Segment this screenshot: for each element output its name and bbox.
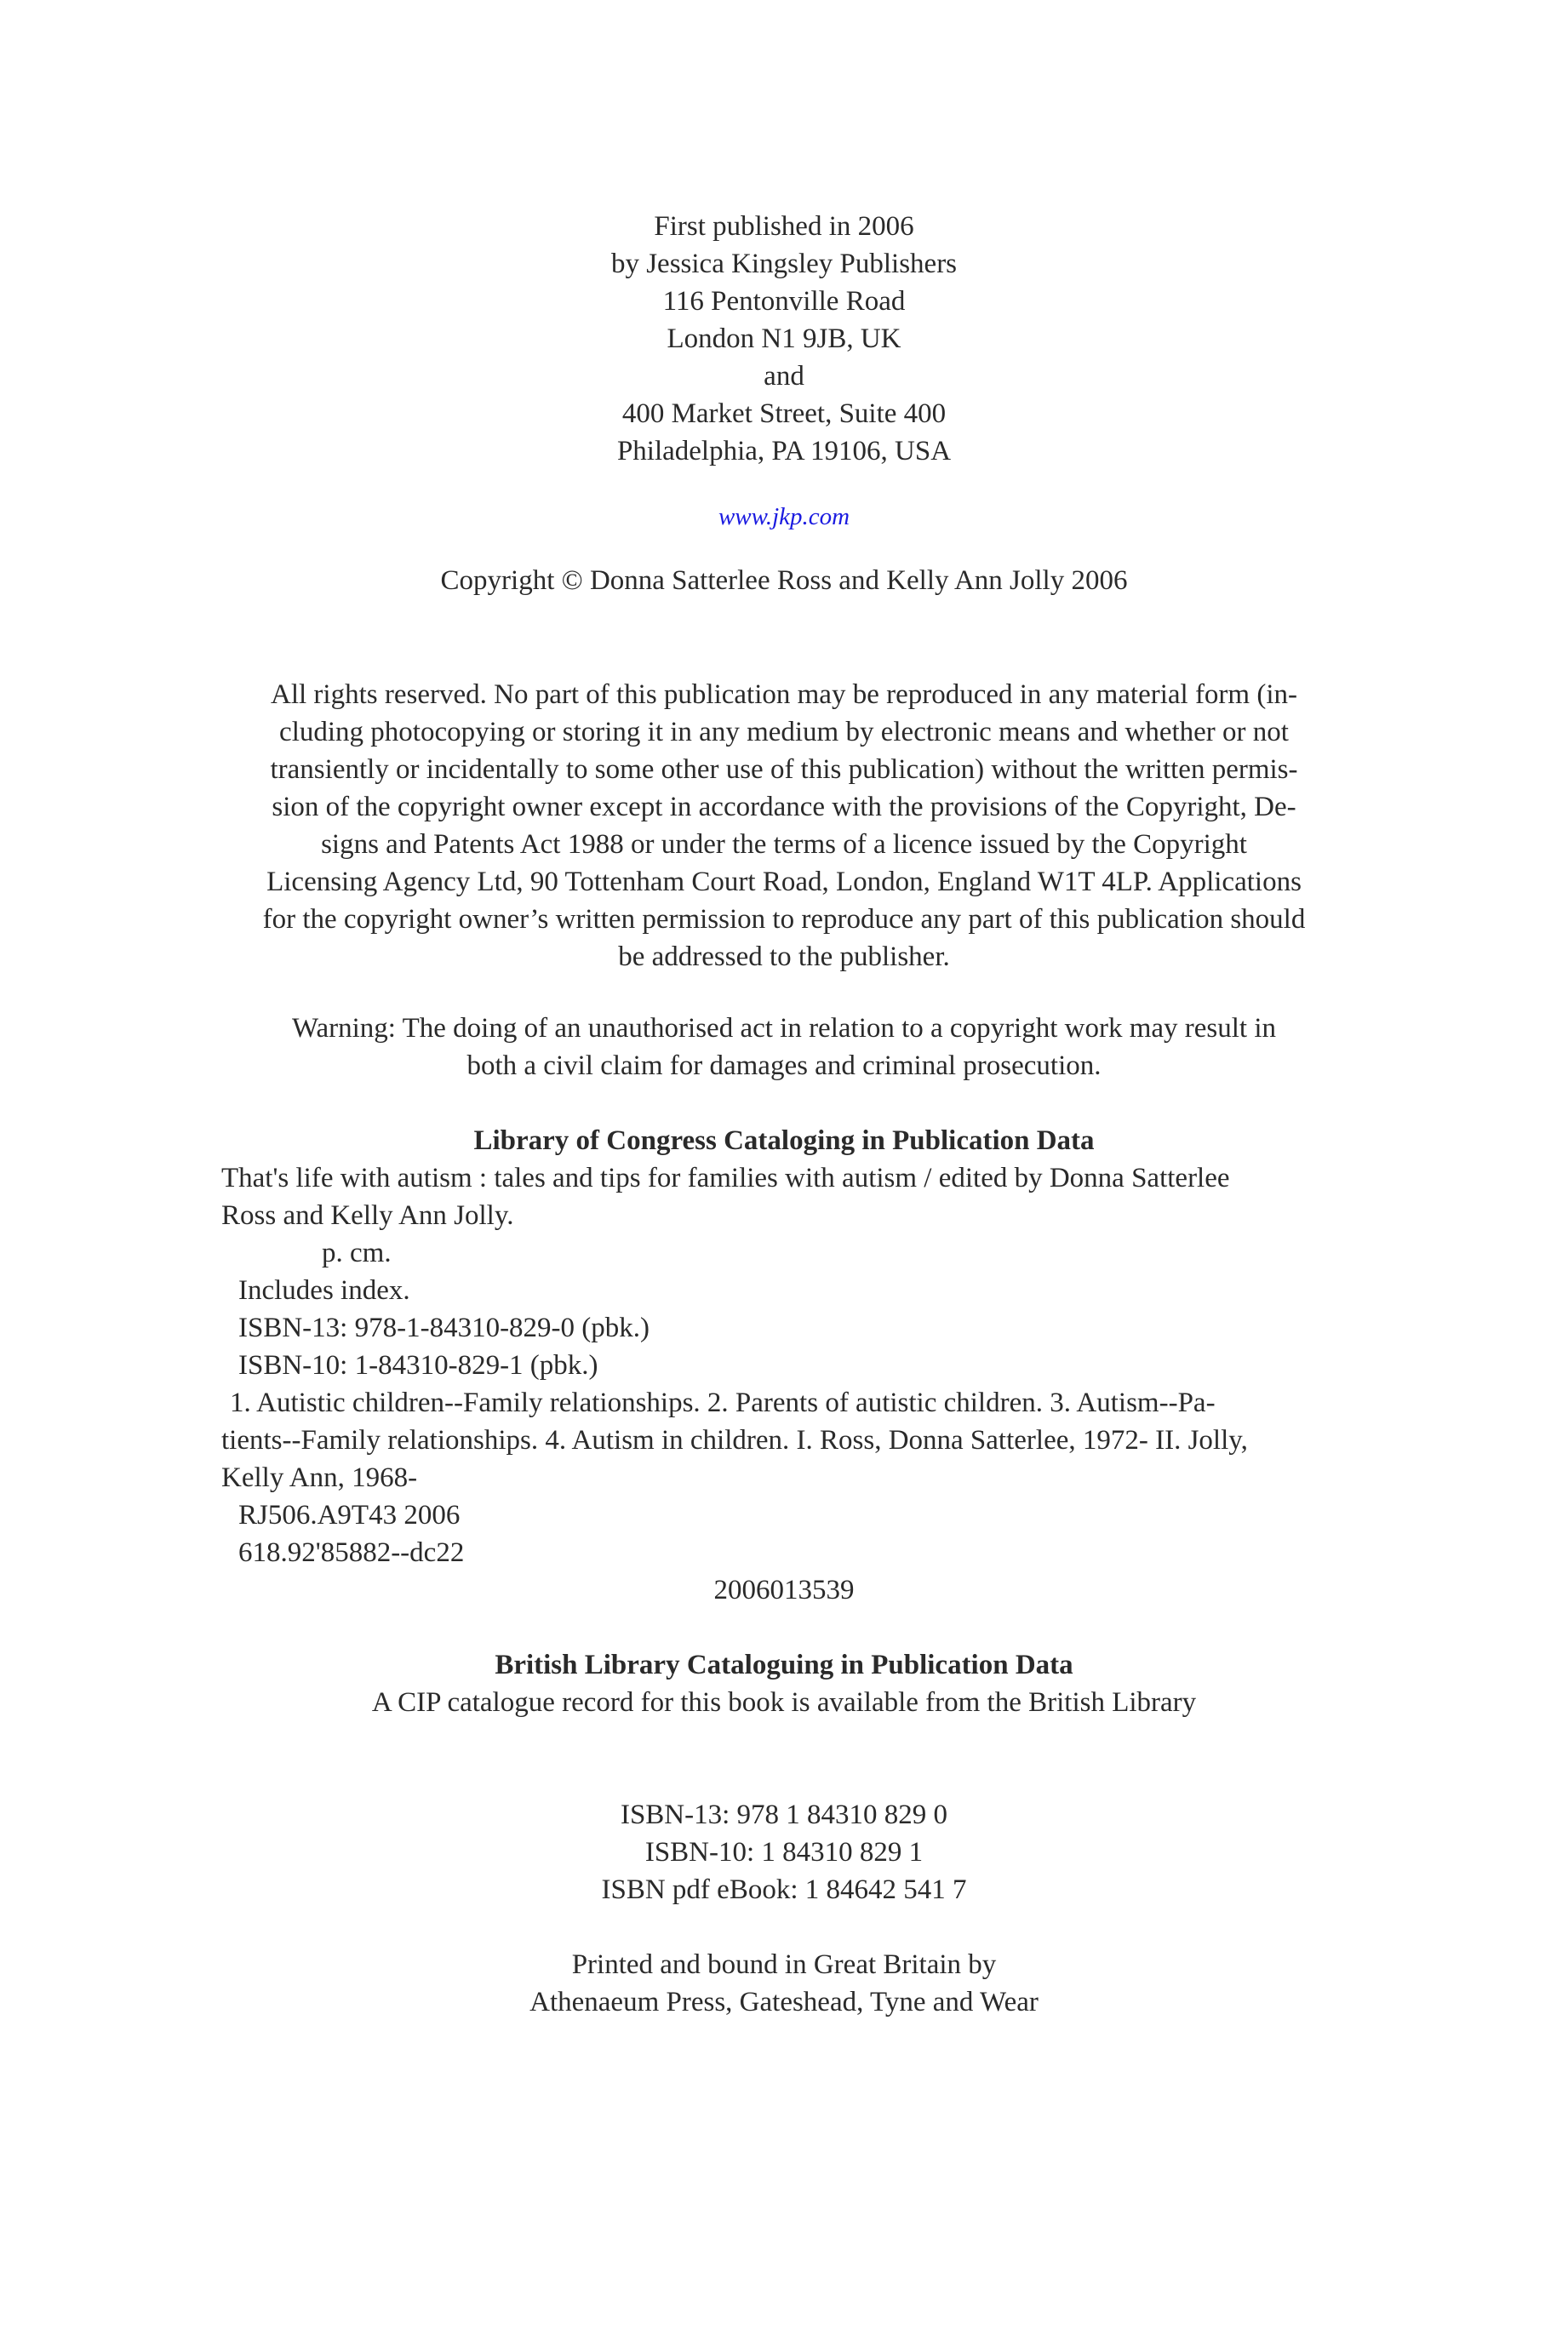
rights-line: be addressed to the publisher. — [618, 941, 950, 972]
rights-line: All rights reserved. No part of this publication may be reproduced in any material form (in- — [271, 679, 1297, 710]
british-library-block — [0, 1646, 1568, 1721]
cip-line: ISBN-10: 1-84310-829-1 (pbk.) — [238, 1350, 598, 1381]
rights-line: transiently or incidentally to some other use of this publication) without the written permis- — [270, 754, 1298, 785]
cip-line: RJ506.A9T43 2006 — [238, 1500, 461, 1531]
cip-line: 1. Autistic children--Family relationships. 2. Parents of autistic children. 3. Autism--Pa- — [230, 1388, 1216, 1418]
publisher-line: 400 Market Street, Suite 400 — [621, 398, 947, 429]
loc-heading: Library of Congress Cataloging in Publication Data — [473, 1125, 1095, 1156]
isbn-line: ISBN-10: 1 84310 829 1 — [644, 1837, 924, 1868]
warning-line: both a civil claim for damages and criminal prosecution. — [466, 1050, 1102, 1081]
rights-line: sion of the copyright owner except in accordance with the provisions of the Copyright, De- — [272, 792, 1296, 822]
cip-line: Kelly Ann, 1968- — [221, 1462, 418, 1493]
publisher-line: London N1 9JB, UK — [667, 323, 901, 354]
publisher-line: First published in 2006 — [654, 211, 914, 242]
cip-line: p. cm. — [322, 1238, 392, 1268]
rights-paragraph — [220, 676, 1348, 976]
publisher-website-link[interactable]: www.jkp.com — [718, 503, 850, 530]
publisher-line: 116 Pentonville Road — [662, 286, 906, 317]
printer-block — [0, 1946, 1568, 2021]
loc-cip-record — [221, 1159, 1379, 1571]
warning-line: Warning: The doing of an unauthorised act in relation to a copyright work may result in — [291, 1013, 1277, 1044]
isbn-line: ISBN-13: 978 1 84310 829 0 — [620, 1800, 948, 1830]
british-library-text: A CIP catalogue record for this book is available from the British Library — [371, 1687, 1197, 1718]
rights-line: signs and Patents Act 1988 or under the terms of a licence issued by the Copyright — [321, 829, 1247, 860]
rights-line: for the copyright owner’s written permission to reproduce any part of this publication should — [262, 904, 1306, 935]
lccn-number: 2006013539 — [713, 1575, 855, 1605]
copyright-block — [0, 562, 1568, 599]
cip-line: tients--Family relationships. 4. Autism in children. I. Ross, Donna Satterlee, 1972- II. Jolly, — [221, 1425, 1248, 1456]
cip-line: That's life with autism : tales and tips for families with autism / edited by Donna Satterlee — [221, 1163, 1230, 1193]
british-library-heading: British Library Cataloguing in Publication Data — [495, 1650, 1073, 1680]
cip-line: Ross and Kelly Ann Jolly. — [221, 1200, 514, 1231]
loc-heading-block — [0, 1122, 1568, 1159]
copyright-notice: Copyright © Donna Satterlee Ross and Kelly Ann Jolly 2006 — [440, 565, 1128, 596]
cip-line: ISBN-13: 978-1-84310-829-0 (pbk.) — [238, 1313, 650, 1343]
rights-line: Licensing Agency Ltd, 90 Tottenham Court Road, London, England W1T 4LP. Applications — [266, 867, 1302, 897]
printer-line: Athenaeum Press, Gateshead, Tyne and Wear — [529, 1987, 1039, 2017]
website-block — [0, 500, 1568, 534]
publisher-line: and — [764, 361, 804, 392]
cip-line: 618.92'85882--dc22 — [238, 1537, 465, 1568]
lccn-block — [0, 1571, 1568, 1609]
isbn-line: ISBN pdf eBook: 1 84642 541 7 — [601, 1874, 967, 1905]
publisher-line: by Jessica Kingsley Publishers — [610, 249, 958, 279]
publisher-line: Philadelphia, PA 19106, USA — [616, 436, 952, 466]
warning-paragraph — [220, 1010, 1348, 1084]
isbn-block — [0, 1796, 1568, 1908]
publisher-address-block — [0, 208, 1568, 470]
rights-line: cluding photocopying or storing it in any medium by electronic means and whether or not — [279, 717, 1289, 747]
cip-line: Includes index. — [238, 1275, 410, 1306]
printer-line: Printed and bound in Great Britain by — [571, 1949, 997, 1980]
